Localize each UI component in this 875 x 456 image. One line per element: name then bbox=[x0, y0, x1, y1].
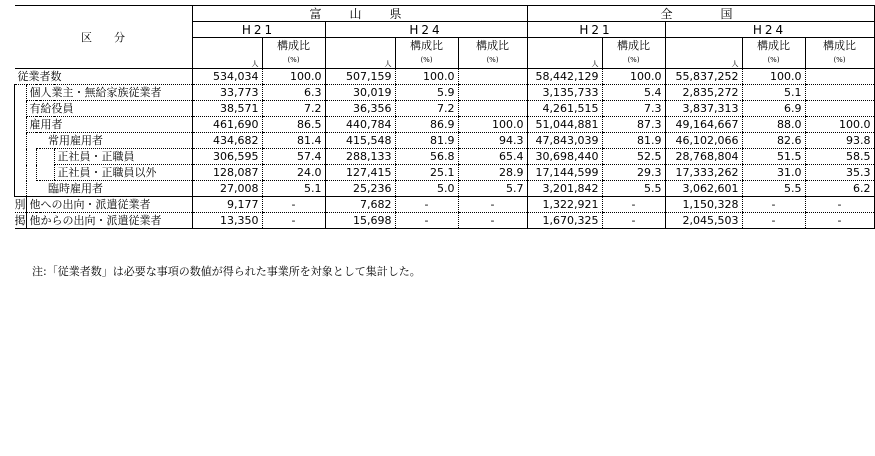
cell: 56.8 bbox=[395, 149, 458, 165]
table-row bbox=[15, 117, 875, 133]
row-label: 臨時雇用者 bbox=[36, 181, 192, 197]
cell: - bbox=[805, 213, 874, 229]
row-label: 雇用者 bbox=[26, 117, 192, 133]
cell: 9,177 bbox=[192, 197, 262, 213]
cell bbox=[458, 69, 527, 85]
unit-person: 人 bbox=[527, 53, 602, 69]
cell: 30,698,440 bbox=[527, 149, 602, 165]
footnote: 注:「従業者数」は必要な事項の数値が得られた事業所を対象として集計した。 bbox=[32, 265, 421, 278]
cell: 35.3 bbox=[805, 165, 874, 181]
kubun-header: 区 分 bbox=[15, 6, 193, 69]
cell: 128,087 bbox=[192, 165, 262, 181]
cell: 5.9 bbox=[395, 85, 458, 101]
unit-person: 人 bbox=[665, 53, 742, 69]
cell: 55,837,252 bbox=[665, 69, 742, 85]
toyama-header: 富 山 県 bbox=[192, 6, 527, 22]
cell: 1,150,328 bbox=[665, 197, 742, 213]
cell: 7.2 bbox=[395, 101, 458, 117]
cell bbox=[805, 85, 874, 101]
cell: 100.0 bbox=[602, 69, 665, 85]
cell: 28.9 bbox=[458, 165, 527, 181]
cell: 2,835,272 bbox=[665, 85, 742, 101]
cell: - bbox=[458, 197, 527, 213]
table-row bbox=[15, 165, 875, 181]
toyama-h24: H24 bbox=[325, 22, 527, 38]
unit-pct: (%) bbox=[805, 53, 874, 69]
row-label: 従業者数 bbox=[15, 69, 193, 85]
cell: 82.6 bbox=[742, 133, 805, 149]
cell bbox=[805, 101, 874, 117]
cell: 29.3 bbox=[602, 165, 665, 181]
cell: 25.1 bbox=[395, 165, 458, 181]
zenkoku-h21: H21 bbox=[527, 22, 665, 38]
cell: 7,682 bbox=[325, 197, 395, 213]
ratio-label: 構成比 bbox=[458, 38, 527, 54]
cell: 127,415 bbox=[325, 165, 395, 181]
cell: 6.2 bbox=[805, 181, 874, 197]
cell: 58.5 bbox=[805, 149, 874, 165]
betsu-char: 掲 bbox=[14, 214, 26, 227]
zenkoku-header: 全 国 bbox=[527, 6, 874, 22]
cell: 440,784 bbox=[325, 117, 395, 133]
table-row bbox=[15, 149, 875, 165]
cell: 100.0 bbox=[262, 69, 325, 85]
toyama-h21: H21 bbox=[192, 22, 325, 38]
cell: 15,698 bbox=[325, 213, 395, 229]
table-row bbox=[15, 197, 875, 213]
cell: 2,045,503 bbox=[665, 213, 742, 229]
cell: 5.1 bbox=[262, 181, 325, 197]
cell: - bbox=[395, 197, 458, 213]
cell: 7.3 bbox=[602, 101, 665, 117]
cell: 81.9 bbox=[602, 133, 665, 149]
unit-person: 人 bbox=[192, 53, 262, 69]
cell: - bbox=[742, 213, 805, 229]
table-row bbox=[15, 213, 875, 229]
table-row bbox=[15, 69, 875, 85]
cell: 30,019 bbox=[325, 85, 395, 101]
cell: - bbox=[602, 197, 665, 213]
ratio-label: 構成比 bbox=[395, 38, 458, 54]
cell: 27,008 bbox=[192, 181, 262, 197]
table-row bbox=[15, 85, 875, 101]
cell: 100.0 bbox=[458, 117, 527, 133]
cell: 52.5 bbox=[602, 149, 665, 165]
cell: 81.4 bbox=[262, 133, 325, 149]
ratio-label: 構成比 bbox=[805, 38, 874, 54]
cell: 5.5 bbox=[602, 181, 665, 197]
employee-table bbox=[14, 5, 875, 229]
table-row bbox=[15, 133, 875, 149]
cell bbox=[805, 69, 874, 85]
table-row bbox=[15, 101, 875, 117]
cell: 5.1 bbox=[742, 85, 805, 101]
cell: 31.0 bbox=[742, 165, 805, 181]
cell: 38,571 bbox=[192, 101, 262, 117]
unit-person: 人 bbox=[325, 53, 395, 69]
cell: 58,442,129 bbox=[527, 69, 602, 85]
cell: 93.8 bbox=[805, 133, 874, 149]
cell: - bbox=[262, 197, 325, 213]
row-label: 正社員・正職員以外 bbox=[54, 165, 192, 181]
cell: 36,356 bbox=[325, 101, 395, 117]
cell: 88.0 bbox=[742, 117, 805, 133]
cell: 7.2 bbox=[262, 101, 325, 117]
unit-pct: (%) bbox=[742, 53, 805, 69]
cell: 288,133 bbox=[325, 149, 395, 165]
table-row bbox=[15, 181, 875, 197]
cell: 6.3 bbox=[262, 85, 325, 101]
cell: 25,236 bbox=[325, 181, 395, 197]
cell: 46,102,066 bbox=[665, 133, 742, 149]
row-label: 個人業主・無給家族従業者 bbox=[26, 85, 192, 101]
cell: 5.4 bbox=[602, 85, 665, 101]
cell: 17,144,599 bbox=[527, 165, 602, 181]
cell: - bbox=[395, 213, 458, 229]
cell bbox=[458, 101, 527, 117]
cell: - bbox=[742, 197, 805, 213]
row-label: 正社員・正職員 bbox=[54, 149, 192, 165]
cell: 65.4 bbox=[458, 149, 527, 165]
cell: 51,044,881 bbox=[527, 117, 602, 133]
cell: 100.0 bbox=[395, 69, 458, 85]
unit-pct: (%) bbox=[458, 53, 527, 69]
cell: 434,682 bbox=[192, 133, 262, 149]
cell: 47,843,039 bbox=[527, 133, 602, 149]
ratio-label: 構成比 bbox=[742, 38, 805, 54]
cell: 3,201,842 bbox=[527, 181, 602, 197]
cell: 534,034 bbox=[192, 69, 262, 85]
cell: 4,261,515 bbox=[527, 101, 602, 117]
cell: 87.3 bbox=[602, 117, 665, 133]
row-label: 常用雇用者 bbox=[36, 133, 192, 149]
cell: 28,768,804 bbox=[665, 149, 742, 165]
cell bbox=[458, 85, 527, 101]
cell: - bbox=[602, 213, 665, 229]
cell: 100.0 bbox=[742, 69, 805, 85]
cell: 51.5 bbox=[742, 149, 805, 165]
ratio-label: 構成比 bbox=[602, 38, 665, 54]
row-label: 他からの出向・派遣従業者 bbox=[26, 213, 192, 229]
cell: 57.4 bbox=[262, 149, 325, 165]
ratio-label: 構成比 bbox=[262, 38, 325, 54]
cell: 13,350 bbox=[192, 213, 262, 229]
cell: 5.7 bbox=[458, 181, 527, 197]
cell: 1,322,921 bbox=[527, 197, 602, 213]
unit-pct: (%) bbox=[395, 53, 458, 69]
cell: 86.9 bbox=[395, 117, 458, 133]
cell: 94.3 bbox=[458, 133, 527, 149]
cell: 6.9 bbox=[742, 101, 805, 117]
cell: 306,595 bbox=[192, 149, 262, 165]
cell: 3,135,733 bbox=[527, 85, 602, 101]
cell: 33,773 bbox=[192, 85, 262, 101]
cell: 49,164,667 bbox=[665, 117, 742, 133]
cell: 461,690 bbox=[192, 117, 262, 133]
cell: 3,062,601 bbox=[665, 181, 742, 197]
unit-pct: (%) bbox=[602, 53, 665, 69]
zenkoku-h24: H24 bbox=[665, 22, 874, 38]
cell: 507,159 bbox=[325, 69, 395, 85]
cell: 3,837,313 bbox=[665, 101, 742, 117]
cell: 415,548 bbox=[325, 133, 395, 149]
cell: - bbox=[805, 197, 874, 213]
unit-pct: (%) bbox=[262, 53, 325, 69]
cell: 5.0 bbox=[395, 181, 458, 197]
cell: 5.5 bbox=[742, 181, 805, 197]
cell: 86.5 bbox=[262, 117, 325, 133]
betsu-char: 別 bbox=[14, 198, 26, 211]
row-label: 他への出向・派遣従業者 bbox=[26, 197, 192, 213]
cell: 100.0 bbox=[805, 117, 874, 133]
row-label: 有給役員 bbox=[26, 101, 192, 117]
header-row-1 bbox=[15, 6, 875, 22]
cell: 24.0 bbox=[262, 165, 325, 181]
cell: 17,333,262 bbox=[665, 165, 742, 181]
cell: 81.9 bbox=[395, 133, 458, 149]
cell: 1,670,325 bbox=[527, 213, 602, 229]
cell: - bbox=[262, 213, 325, 229]
cell: - bbox=[458, 213, 527, 229]
